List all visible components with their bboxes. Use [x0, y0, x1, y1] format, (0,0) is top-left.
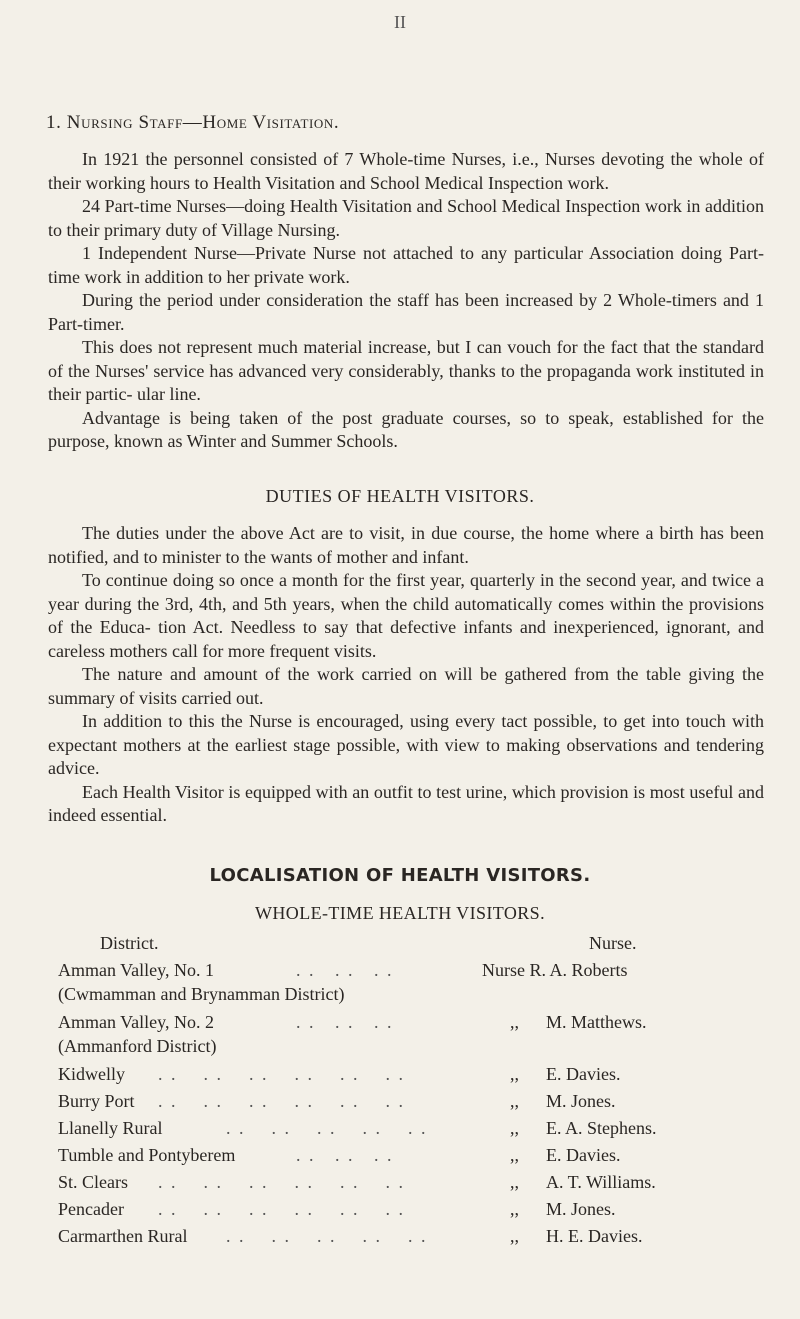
paragraph: This does not represent much material increase, but I can vouch for the fact that the standard of the Nurses' service has advanced very considerably, thanks to the propaganda work instituted in their partic- ular line.	[48, 337, 764, 404]
district-name: Burry Port	[58, 1091, 135, 1111]
duties-heading: DUTIES OF HEALTH VISITORS.	[265, 486, 535, 506]
district-name: Pencader	[58, 1199, 124, 1219]
dot-leader: . . . . . .	[296, 960, 394, 980]
paragraph: The duties under the above Act are to visit, in due course, the home where a birth has been notified, and to minister to the wants of mother and infant.	[48, 523, 764, 567]
dot-leader: . . . . . . . . . . . .	[158, 1064, 405, 1084]
table-row	[58, 1170, 788, 1194]
district-column-header: District.	[100, 933, 159, 953]
nurse-name: Nurse R. A. Roberts	[482, 960, 628, 980]
district-subtitle: (Cwmamman and Brynamman District)	[58, 984, 345, 1004]
ditto-mark: ,,	[510, 1012, 519, 1032]
localisation-heading: LOCALISATION OF HEALTH VISITORS.	[209, 865, 591, 886]
dot-leader: . . . . . . . . . . . .	[158, 1172, 405, 1192]
table-row	[58, 1062, 788, 1086]
district-name: Carmarthen Rural	[58, 1226, 188, 1246]
table-row	[58, 1089, 788, 1113]
ditto-mark: ,,	[510, 1064, 519, 1084]
ditto-mark: ,,	[510, 1145, 519, 1165]
district-name: Kidwelly	[58, 1064, 125, 1084]
nurse-column-header: Nurse.	[589, 933, 637, 953]
nurse-name: M. Matthews.	[546, 1012, 647, 1032]
duties-text	[48, 522, 764, 828]
ditto-mark: ,,	[510, 1226, 519, 1246]
nurse-name: E. A. Stephens.	[546, 1118, 657, 1138]
district-name: St. Clears	[58, 1172, 128, 1192]
dot-leader: . . . . . . . . . . . .	[158, 1199, 405, 1219]
dot-leader: . . . . . . . . . .	[226, 1118, 428, 1138]
nurse-name: H. E. Davies.	[546, 1226, 643, 1246]
table-row	[58, 1143, 788, 1167]
ditto-mark: ,,	[510, 1199, 519, 1219]
district-name: Amman Valley, No. 1	[58, 960, 214, 980]
nurse-name: A. T. Williams.	[546, 1172, 656, 1192]
paragraph: 24 Part-time Nurses—doing Health Visitation and School Medical Inspection work in addition to their primary duty of Village Nursing.	[48, 196, 764, 240]
nurse-name: M. Jones.	[546, 1091, 616, 1111]
nurse-name: M. Jones.	[546, 1199, 616, 1219]
nurse-name: E. Davies.	[546, 1064, 621, 1084]
district-name: Amman Valley, No. 2	[58, 1012, 214, 1032]
paragraph: In 1921 the personnel consisted of 7 Whole-time Nurses, i.e., Nurses devoting the whole of their working hours to Health Visitation and School Medical Inspection work.	[48, 149, 764, 193]
table-row	[58, 1010, 788, 1034]
district-name: Llanelly Rural	[58, 1118, 163, 1138]
ditto-mark: ,,	[510, 1118, 519, 1138]
dot-leader: . . . . . .	[296, 1145, 394, 1165]
nurse-name: E. Davies.	[546, 1145, 621, 1165]
ditto-mark: ,,	[510, 1172, 519, 1192]
paragraph: Each Health Visitor is equipped with an outfit to test urine, which provision is most useful and indeed essential.	[48, 781, 764, 825]
paragraph: Advantage is being taken of the post graduate courses, so to speak, established for the purpose, known as Winter and Summer Schools.	[48, 407, 764, 451]
table-row	[58, 1116, 788, 1140]
paragraph: 1 Independent Nurse—Private Nurse not attached to any particular Association doing Part-time work in addition to her private work.	[48, 243, 764, 287]
dot-leader: . . . . . .	[296, 1012, 394, 1032]
page-number: II	[394, 12, 406, 32]
paragraph: To continue doing so once a month for the first year, quarterly in the second year, and twice a year during the 3rd, 4th, and 5th years, when the child automatically comes within the provisions of the Educa- tion Act. Needless to say that defective infants and inexperienced, ignorant, and careless mothers call for more frequent visits.	[48, 570, 764, 661]
district-subtitle: (Ammanford District)	[58, 1036, 217, 1056]
whole-time-heading: WHOLE-TIME HEALTH VISITORS.	[255, 903, 545, 923]
paragraph: The nature and amount of the work carried on will be gathered from the table giving the summary of visits carried out.	[48, 664, 764, 708]
district-name: Tumble and Pontyberem	[58, 1145, 236, 1165]
dot-leader: . . . . . . . . . . . .	[158, 1091, 405, 1111]
intro-text	[48, 148, 764, 454]
table-row	[58, 958, 788, 982]
paragraph: During the period under consideration the staff has been increased by 2 Whole-timers and 1 Part-timer.	[48, 290, 764, 334]
dot-leader: . . . . . . . . . .	[226, 1226, 428, 1246]
paragraph: In addition to this the Nurse is encouraged, using every tact possible, to get into touch with expectant mothers at the earliest stage possible, with view to making observations and tendering advice.	[48, 711, 764, 778]
ditto-mark: ,,	[510, 1091, 519, 1111]
table-row	[58, 1224, 788, 1248]
table-row	[58, 1197, 788, 1221]
section-heading: 1. Nursing Staff—Home Visitation.	[46, 112, 340, 133]
